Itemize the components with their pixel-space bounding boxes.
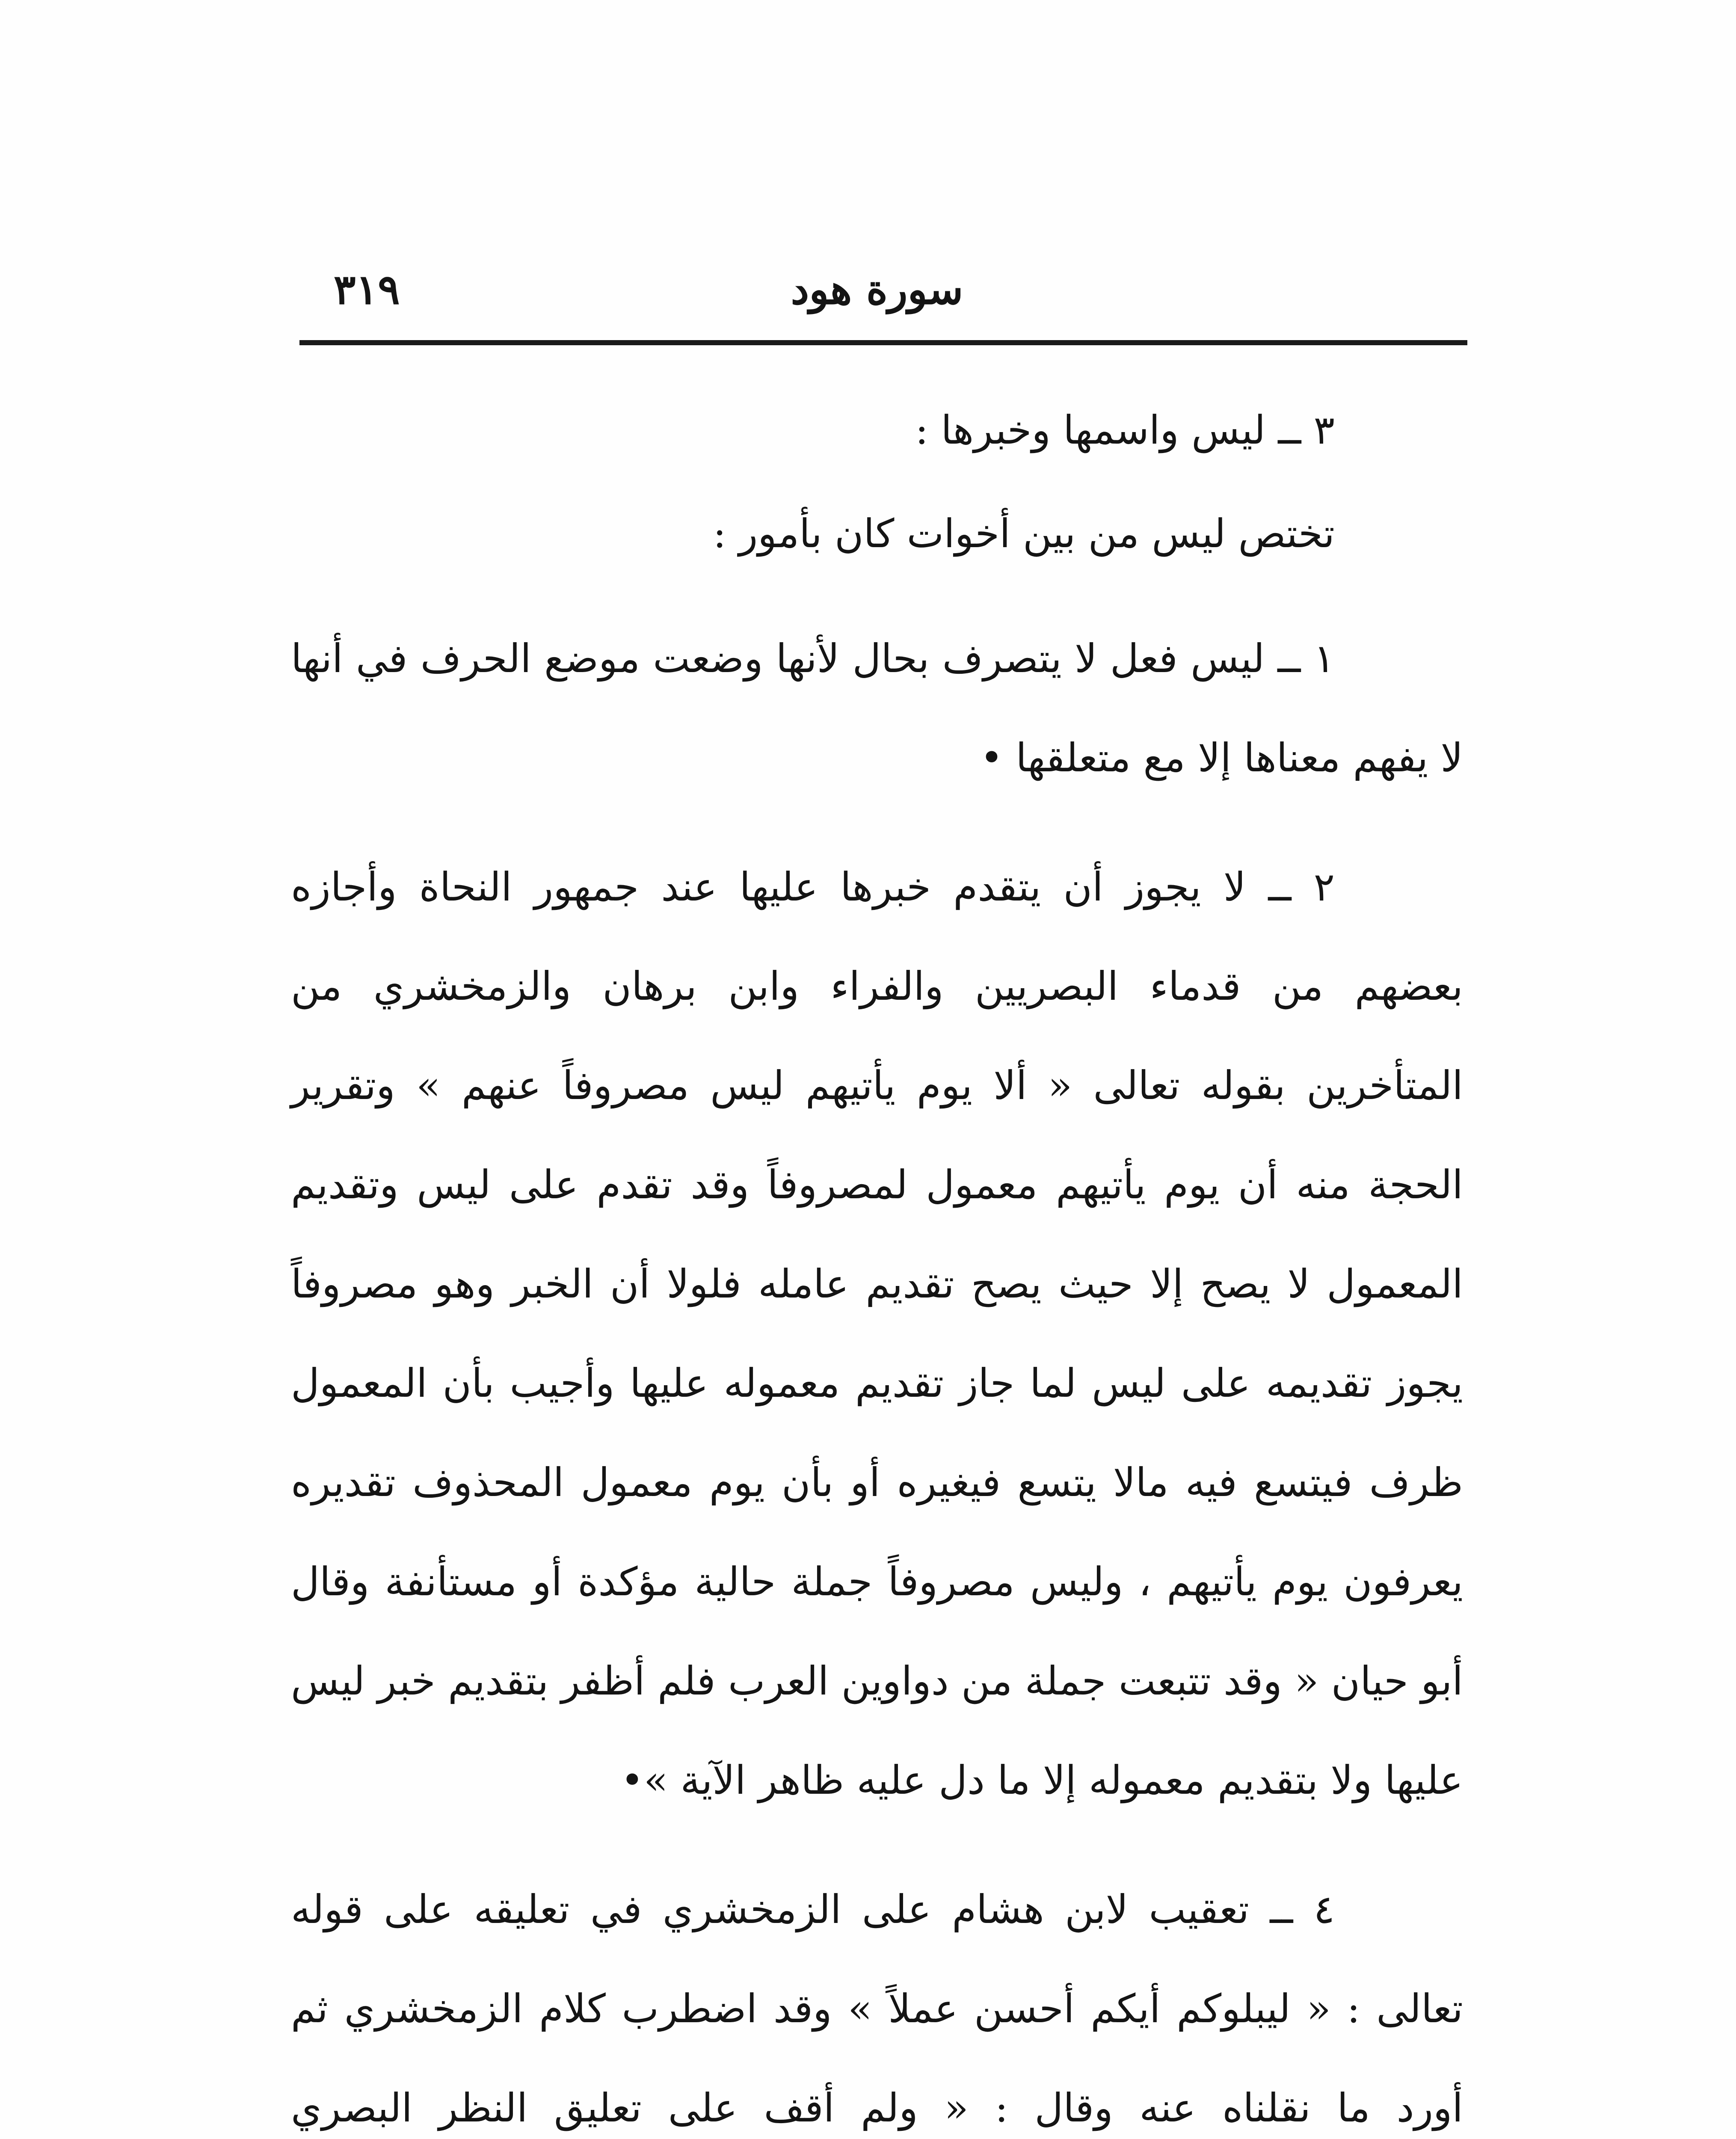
- body-text: [291, 381, 1463, 2139]
- running-header: [299, 257, 1455, 325]
- intro-paragraph: تختص ليس من بين أخوات كان بأمور :: [713, 511, 1335, 557]
- point-4-paragraph: ٤ ــ تعقيب لابن هشام على الزمخشري في تعليقه على قوله تعالى : « ليبلوكم أيكم أحسن عملاً » وقد اضطرب كلام الزمخشري ثم أورد ما نقلناه عنه وقال : « ولم أقف على تعليق النظر البصري: [291, 1887, 1463, 2131]
- running-title: سورة هود: [791, 265, 963, 314]
- point-2-paragraph: ٢ ــ لا يجوز أن يتقدم خبرها عليها عند جمهور النحاة وأجازه بعضهم من قدماء البصريين والفراء وابن برهان والزمخشري من المتأخرين بقوله تعالى « ألا يوم يأتيهم ليس مصروفاً عنهم » وتقرير الحجة منه أن يوم يأتيهم معمول لمصروفاً وقد تقدم على ليس وتقديم المعمول لا يصح إلا حيث يصح تقديم عامله فلولا أن الخبر وهو مصروفاً يجوز تقديمه على ليس لما جاز تقديم معموله عليها وأجيب بأن المعمول ظرف فيتسع فيه مالا يتسع فيغيره أو بأن يوم معمول المحذوف تقديره يعرفون يوم يأتيهم ، وليس مصروفاً جملة حالية مؤكدة أو مستأنفة وقال أبو حيان « وقد تتبعت جملة من دواوين العرب فلم أظفر بتقديم خبر ليس عليها ولا بتقديم معموله إلا ما دل عليه ظاهر الآية »•: [291, 864, 1463, 1803]
- section-heading: ٣ ــ ليس واسمها وخبرها :: [915, 407, 1335, 453]
- header-rule: [299, 340, 1467, 345]
- point-1-paragraph: ١ ــ ليس فعل لا يتصرف بحال لأنها وضعت موضع الحرف في أنها لا يفهم معناها إلا مع متعلقها •: [291, 636, 1463, 781]
- page-number: ٣١٩: [334, 265, 400, 314]
